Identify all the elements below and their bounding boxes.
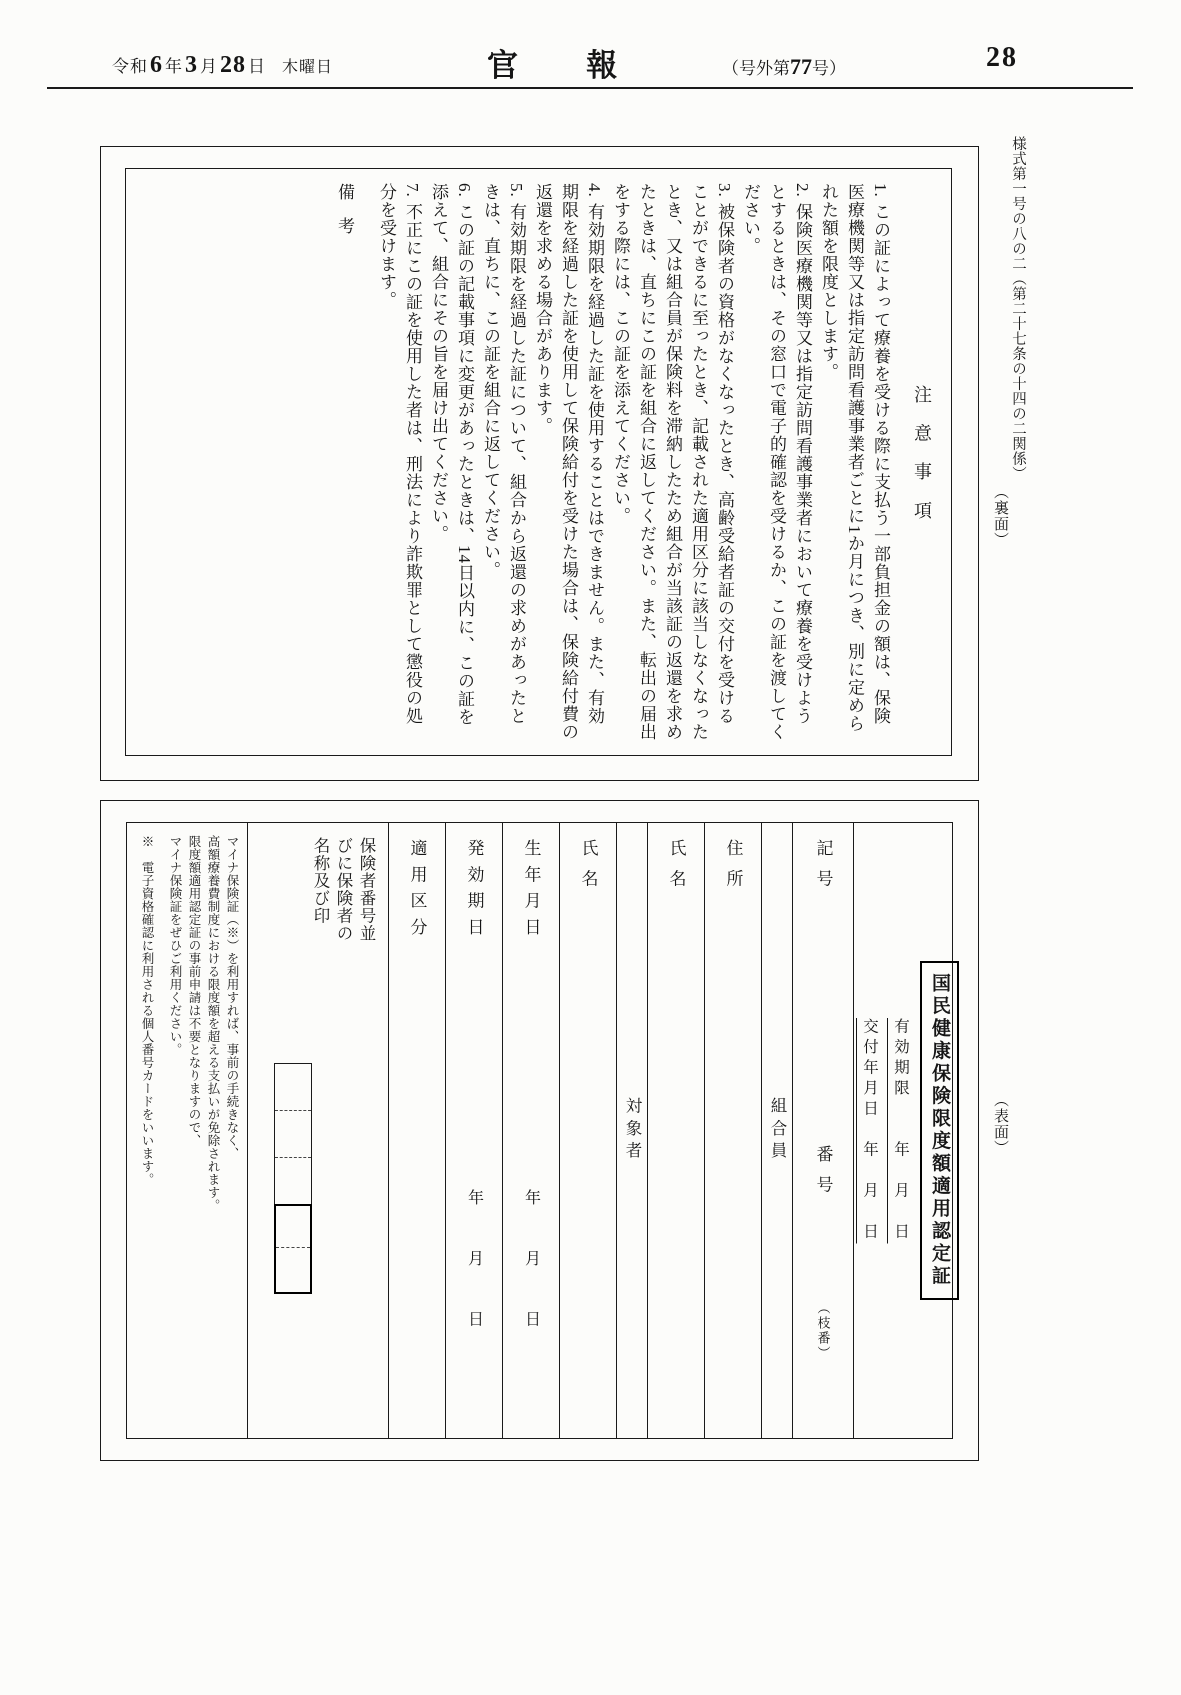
publication-title: 官報 <box>487 48 686 83</box>
date-day: 28 <box>220 52 246 78</box>
notes-heading: 注意事項 <box>912 384 932 540</box>
issue-date-line: 交付年月日 年 月 日 <box>861 1017 878 1244</box>
symbol-label: 記号 <box>813 839 833 901</box>
note-item-1: 1. この証によって療養を受ける際に支払う一部負担金の額は、保険医療機関等又は指定訪問看護事業者ごとに1か月につき、別に定められた額を限度とします。 <box>819 183 890 733</box>
back-card-text <box>126 169 951 755</box>
date-month-unit: 月 <box>200 57 218 76</box>
insurer-strip <box>247 823 388 1438</box>
address-strip <box>704 823 761 1438</box>
weekday: 木曜日 <box>282 59 334 76</box>
note-item-5: 5. 有効期限を経過した証について、組合から返還の求めがあったときは、直ちに、この証を組合に返してください。 <box>481 183 526 725</box>
member-name-strip <box>647 823 704 1438</box>
note-footnote: ※ 電子資格確認に利用される個人番号カードをいいます。 <box>140 835 154 1186</box>
address-label: 住所 <box>723 839 743 901</box>
header-date <box>112 52 333 79</box>
back-card-frame <box>100 146 979 781</box>
number-cell <box>275 1111 311 1158</box>
subject-group-label: 対象者 <box>623 1097 642 1164</box>
effective-date-label: 発効期日 <box>464 839 484 945</box>
form-number-annotation: 様式第一号の八の二（第二十七条の十四の二関係） <box>1010 136 1026 481</box>
note-item-4: 4. 有効期限を経過した証を使用することはできません。また、有効期限を経過した証を使用して保険給付を受けた場合は、保険給付費の返還を求める場合があります。 <box>533 183 604 741</box>
date-year: 6 <box>150 52 163 78</box>
front-side-label: （表面） <box>992 1092 1008 1156</box>
subject-name-strip <box>559 823 616 1438</box>
note-line: マイナ保険証をぜひご利用ください。 <box>168 835 182 1056</box>
category-label: 適用区分 <box>407 839 427 945</box>
number-cell <box>275 1158 311 1204</box>
issue-number <box>722 54 846 80</box>
seal-box <box>274 1204 312 1294</box>
expiry-line: 有効期限 年 月 日 <box>892 1017 909 1244</box>
note-item-3: 3. 被保険者の資格がなくなったとき、高齢受給者証の交付を受けることができるに至ったとき、記載された適用区分に該当しなくなったとき、又は組合員が保険料を滞納したため組合が当該証の返還を求めたときは、直ちにこの証を組合に返してください。また、転出の届出をする際には、この証を添えてください。 <box>611 183 734 741</box>
insurer-number-boxes <box>274 1063 312 1294</box>
member-group-label: 組合員 <box>768 1097 787 1164</box>
birth-date-strip <box>502 823 559 1438</box>
back-side-label: （裏面） <box>992 484 1008 548</box>
note-item-2: 2. 保険医療機関等又は指定訪問看護事業者において療養を受けようとするときは、その窓口で電子的確認を受けるか、この証を渡してください。 <box>741 183 812 741</box>
card-title: 国民健康保険限度額適用認定証 <box>920 961 959 1300</box>
birth-date-value: 年 月 日 <box>522 1189 540 1342</box>
issue-num: 77 <box>790 54 812 79</box>
subject-group-label-strip <box>616 823 647 1438</box>
note-line: 高額療養費制度における限度額を超える支払いが免除されます。 <box>206 835 220 1212</box>
number-cell <box>275 1064 311 1111</box>
note-line: 限度額適用認定証の事前申請は不要となりますので、 <box>187 835 201 1147</box>
symbol-number-strip <box>792 823 853 1438</box>
title-section <box>853 823 963 1438</box>
page-number: 28 <box>986 42 1018 73</box>
date-month: 3 <box>185 52 198 78</box>
front-card <box>126 822 953 1439</box>
issue-prefix: （号外第 <box>722 59 790 78</box>
issue-suffix: 号） <box>812 59 846 78</box>
date-era: 令和 <box>112 57 148 76</box>
note-line: マイナ保険証（※）を利用すれば、事前の手続きなく、 <box>225 835 239 1160</box>
effective-date-value: 年 月 日 <box>465 1189 483 1342</box>
member-name-label: 氏名 <box>666 839 686 901</box>
effective-date-strip <box>445 823 502 1438</box>
date-year-unit: 年 <box>165 57 183 76</box>
date-day-unit: 日 <box>248 57 266 76</box>
subject-name-label: 氏名 <box>578 839 598 901</box>
remarks-label: 備考 <box>335 183 354 251</box>
header-rule <box>47 87 1133 89</box>
mynumber-note <box>127 823 247 1462</box>
seal-box-divider <box>276 1206 310 1248</box>
note-item-6: 6. この証の記載事項に変更があったときは、14日以内に、この証を添えて、組合にその旨を届け出てください。 <box>429 183 474 726</box>
note-item-7: 7. 不正にこの証を使用した者は、刑法により詐欺罪として懲役の処分を受けます。 <box>377 183 422 725</box>
insurer-label: 保険者番号並びに保険者の名称及び印 <box>311 837 376 942</box>
birth-date-label: 生年月日 <box>521 839 541 945</box>
member-group-label-strip <box>761 823 792 1438</box>
number-label: 番号 <box>813 1145 833 1207</box>
back-card <box>125 168 952 756</box>
category-strip <box>388 823 445 1438</box>
branch-number-label: （枝番） <box>815 1301 831 1362</box>
